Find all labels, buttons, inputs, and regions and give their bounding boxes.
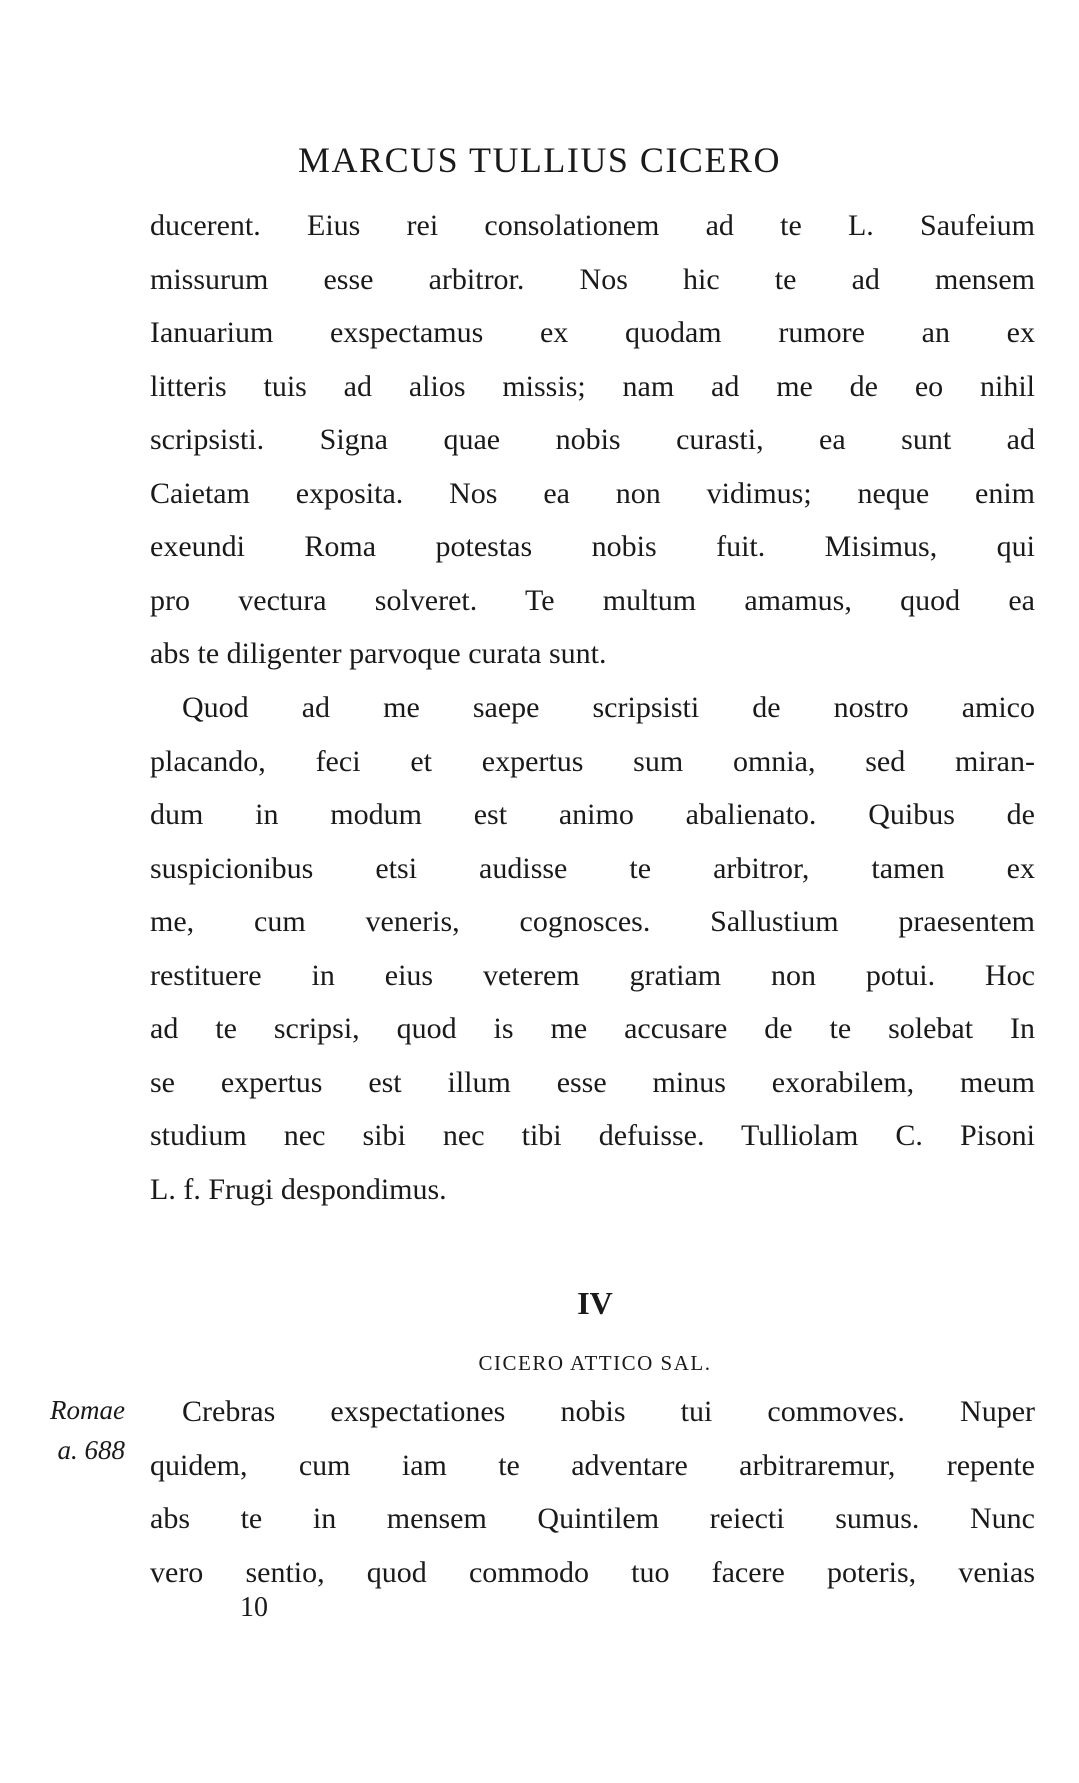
paragraph-second bbox=[150, 681, 1035, 1216]
text-line: quidem, cum iam te adventare arbitraremur, repente bbox=[150, 1448, 1035, 1482]
text-line: missurum esse arbitror. Nos hic te ad mensem bbox=[150, 262, 1035, 296]
text-line: abs te in mensem Quintilem reiecti sumus. Nunc bbox=[150, 1502, 1035, 1535]
text-line: vero sentio, quod commodo tuo facere poteris, venias bbox=[150, 1555, 1035, 1589]
letter-body bbox=[150, 1385, 1035, 1599]
text-line: Caietam exposita. Nos ea non vidimus; neque enim bbox=[150, 476, 1035, 510]
text-line: Crebras exspectationes nobis tui commoves. Nuper bbox=[182, 1395, 1035, 1428]
text-line: L. f. Frugi despondimus. bbox=[150, 1172, 447, 1206]
text-line: litteris tuis ad alios missis; nam ad me de eo nihil bbox=[150, 369, 1035, 403]
text-line: studium nec sibi nec tibi defuisse. Tulliolam C. Pisoni bbox=[150, 1119, 1035, 1152]
text-line: se expertus est illum esse minus exorabilem, meum bbox=[150, 1065, 1035, 1099]
text-line: exeundi Roma potestas nobis fuit. Misimus, qui bbox=[150, 530, 1035, 563]
text-line: me, cum veneris, cognosces. Sallustium praesentem bbox=[150, 905, 1035, 938]
text-line: restituere in eius veterem gratiam non potui. Hoc bbox=[150, 958, 1035, 992]
text-line: placando, feci et expertus sum omnia, sed miran- bbox=[150, 744, 1035, 778]
text-line: Quod ad me saepe scripsisti de nostro amico bbox=[182, 691, 1035, 724]
text-line: suspicionibus etsi audisse te arbitror, tamen ex bbox=[150, 851, 1035, 885]
running-title: MARCUS TULLIUS CICERO bbox=[298, 140, 781, 180]
margin-note-year: a. 688 bbox=[57, 1435, 125, 1465]
text-line: ducerent. Eius rei consolationem ad te L. Saufeium bbox=[150, 209, 1035, 242]
page-number: 10 bbox=[240, 1592, 268, 1623]
text-line: abs te diligenter parvoque curata sunt. bbox=[150, 637, 607, 670]
margin-note bbox=[5, 1390, 125, 1470]
text-line: pro vectura solveret. Te multum amamus, quod ea bbox=[150, 583, 1035, 617]
text-line: dum in modum est animo abalienato. Quibus de bbox=[150, 798, 1035, 831]
margin-note-place: Romae bbox=[50, 1395, 125, 1425]
text-line: scripsisti. Signa quae nobis curasti, ea sunt ad bbox=[150, 423, 1035, 456]
letter-number: IV bbox=[577, 1285, 613, 1321]
text-line: ad te scripsi, quod is me accusare de te solebat In bbox=[150, 1012, 1035, 1045]
text-line: Ianuarium exspectamus ex quodam rumore an ex bbox=[150, 316, 1035, 349]
paragraph-continuation bbox=[150, 199, 1035, 681]
letter-salutation: CICERO ATTICO SAL. bbox=[478, 1351, 712, 1375]
